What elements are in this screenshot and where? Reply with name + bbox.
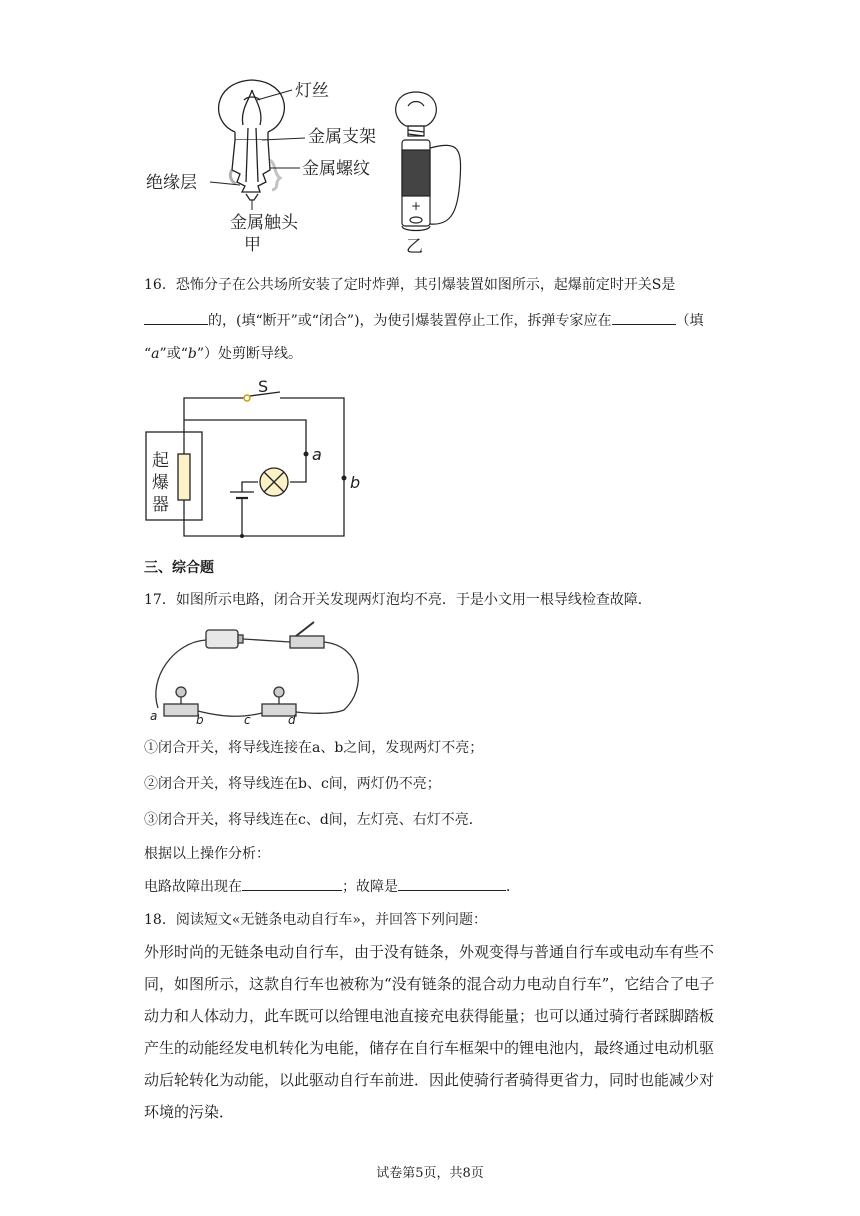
label-thread: 金属螺纹 xyxy=(302,159,370,179)
q18-passage-line-2: 同，如图所示，这款自行车也被称为“没有链条的混合动力电动自行车”，它结合了电子 xyxy=(144,975,715,993)
q16-option-b: b xyxy=(187,346,197,362)
q18-stem: 18．阅读短文«无链条电动自行车»，并回答下列问题： xyxy=(144,912,487,928)
label-bracket: 金属支架 xyxy=(308,127,376,147)
q17-stem: 17．如图所示电路，闭合开关发现两灯泡均不亮．于是小文用一根导线检查故障． xyxy=(144,592,652,608)
page-footer: 试卷第5页，共8页 xyxy=(376,1166,484,1181)
q18-passage-line-1: 外形时尚的无链条电动自行车，由于没有链条，外观变得与普通自行车或电动车有些不 xyxy=(144,943,715,961)
figure-bulb-structure xyxy=(140,70,480,260)
q17-label-a: a xyxy=(150,709,158,723)
bulb-jia-drawing xyxy=(219,80,285,200)
q18-passage-line-6: 环境的污染． xyxy=(144,1103,235,1121)
label-jia: 甲 xyxy=(244,235,261,255)
q16-quote-open: “ xyxy=(144,346,152,362)
q17-answer-text-3: ． xyxy=(506,879,520,895)
section-heading: 三、综合题 xyxy=(144,560,214,576)
label-filament: 灯丝 xyxy=(295,81,329,101)
q16-line1 xyxy=(144,275,675,295)
figure-detonator-circuit xyxy=(140,378,380,538)
q16-quote-mid: ”或“ xyxy=(159,346,188,362)
q18-passage-line-4: 产生的动能经发电机转化为电能，储存在自行车框架中的锂电池内，最终通过电动机驱 xyxy=(144,1039,715,1057)
q16-detonator-char-2: 爆 xyxy=(152,473,169,493)
q17-step-2: ②闭合开关，将导线连在b、c间，两灯仍不亮； xyxy=(144,776,441,792)
q17-label-d: d xyxy=(288,713,296,727)
q17-step-3: ③闭合开关，将导线连在c、d间，左灯亮、右灯不亮． xyxy=(144,812,483,828)
label-yi: 乙 xyxy=(406,237,423,257)
q16-text-part4: ”）处剪断导线。 xyxy=(196,346,302,362)
q16-option-a: a xyxy=(151,346,160,362)
q16-detonator-char-1: 起 xyxy=(152,451,169,471)
q16-blank-1[interactable] xyxy=(144,310,208,325)
label-contact: 金属触头 xyxy=(230,213,298,233)
q16-point-a-label: a xyxy=(312,445,322,464)
figure-q17-circuit xyxy=(144,618,370,728)
q18-passage-line-5: 动后轮转化为动能，以此驱动自行车前进．因此使骑行者骑得更省力，同时也能减少对 xyxy=(144,1071,715,1089)
bulb-yi-drawing xyxy=(396,92,461,231)
q16-line3 xyxy=(144,344,302,364)
q17-answer-line xyxy=(144,876,520,897)
q17-analysis: 根据以上操作分析： xyxy=(144,846,270,862)
q16-detonator-char-3: 器 xyxy=(152,495,169,515)
q16-line2 xyxy=(144,310,704,331)
q16-text-part1: 16．恐怖分子在公共场所安装了定时炸弹，其引爆装置如图所示，起爆前定时开关S是 xyxy=(144,277,676,293)
q18-passage-line-3: 动力和人体动力，此车既可以给锂电池直接充电获得能量；也可以通过骑行者踩脚踏板 xyxy=(144,1007,715,1025)
q17-label-b: b xyxy=(196,713,204,727)
q16-text-part3: （填 xyxy=(675,313,704,329)
q17-blank-fault[interactable] xyxy=(398,876,506,891)
label-battery-plus: + xyxy=(411,199,422,213)
q16-point-b-label: b xyxy=(350,473,361,492)
q16-blank-2[interactable] xyxy=(612,310,676,325)
q16-text-part2: 的，(填“断开”或“闭合”)，为使引爆装置停止工作，拆弹专家应在 xyxy=(208,313,612,329)
q17-label-c: c xyxy=(244,713,251,727)
q16-switch-label: S xyxy=(258,378,269,396)
q17-blank-location[interactable] xyxy=(242,876,342,891)
q17-answer-text-1: 电路故障出现在 xyxy=(144,879,242,895)
label-insulation: 绝缘层 xyxy=(146,173,197,193)
q17-step-1: ①闭合开关，将导线连接在a、b之间，发现两灯不亮； xyxy=(144,740,484,756)
q17-answer-text-2: ；故障是 xyxy=(342,879,398,895)
